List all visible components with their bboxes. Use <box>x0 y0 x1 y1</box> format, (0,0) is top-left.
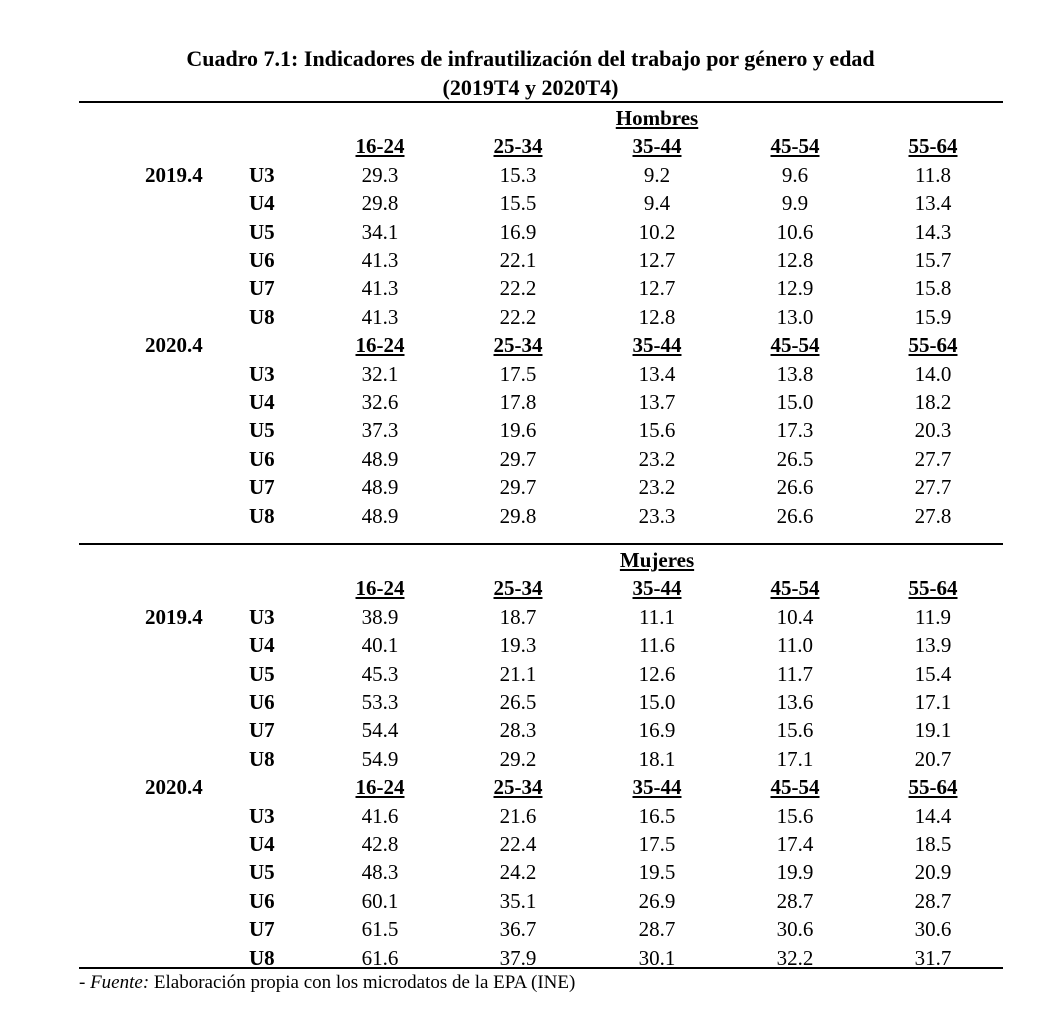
indicator-label: U7 <box>249 718 275 743</box>
table-cell: 54.9 <box>361 746 399 771</box>
indicator-label: U7 <box>249 276 275 301</box>
source-note: - Fuente: Elaboración propia con los microdatos de la EPA (INE) <box>79 972 576 993</box>
indicator-label: U7 <box>249 475 275 500</box>
table-cell: 14.0 <box>914 361 952 386</box>
table-cell: 41.6 <box>361 803 399 828</box>
table-cell: 22.2 <box>499 276 537 301</box>
age-group-header: 45-54 <box>770 775 820 800</box>
table-cell: 35.1 <box>499 888 537 913</box>
age-group-header: 16-24 <box>355 775 405 800</box>
table-cell: 21.6 <box>499 803 537 828</box>
table-cell: 15.8 <box>914 276 952 301</box>
table-cell: 15.0 <box>638 690 676 714</box>
table-cell: 32.6 <box>361 390 399 414</box>
table-cell: 26.5 <box>776 446 814 471</box>
table-cell: 34.1 <box>361 219 399 244</box>
table-cell: 11.7 <box>777 661 813 686</box>
table-cell: 48.9 <box>361 446 399 471</box>
table-cell: 19.3 <box>499 633 537 658</box>
table-cell: 15.5 <box>499 191 537 216</box>
table-cell: 48.9 <box>361 475 399 500</box>
table-cell: 16.9 <box>638 718 676 743</box>
table-cell: 17.3 <box>776 418 814 443</box>
indicator-label: U5 <box>249 860 275 885</box>
age-group-header: 35-44 <box>632 775 682 800</box>
indicator-label: U6 <box>249 888 275 913</box>
source-text: Elaboración propia con los microdatos de la EPA (INE) <box>149 972 576 993</box>
table-cell: 45.3 <box>361 661 399 686</box>
indicator-label: U3 <box>249 162 275 187</box>
table-cell: 22.2 <box>499 304 537 329</box>
table-cell: 14.3 <box>914 219 952 244</box>
table-cell: 29.7 <box>499 446 537 471</box>
table-cell: 13.4 <box>638 361 676 386</box>
table-cell: 15.4 <box>914 661 952 686</box>
table-cell: 13.4 <box>914 191 952 216</box>
table-cell: 18.5 <box>914 832 952 856</box>
indicator-label: U3 <box>249 604 275 629</box>
age-group-header: 35-44 <box>632 333 682 358</box>
age-group-header: 25-34 <box>493 333 543 358</box>
table-cell: 26.6 <box>776 475 814 500</box>
age-group-header: 55-64 <box>908 775 958 800</box>
table-cell: 16.5 <box>638 803 676 828</box>
table-cell: 17.8 <box>499 390 537 414</box>
table-cell: 17.1 <box>914 690 952 714</box>
table-cell: 18.1 <box>638 746 676 771</box>
table-cell: 21.1 <box>499 661 537 686</box>
table-cell: 42.8 <box>361 832 399 856</box>
table-cell: 15.6 <box>776 718 814 743</box>
indicator-label: U4 <box>249 191 275 216</box>
table-cell: 18.7 <box>499 604 537 629</box>
table-cell: 9.4 <box>643 191 671 216</box>
table-cell: 14.4 <box>914 803 952 828</box>
table-cell: 9.9 <box>781 191 809 216</box>
table-cell: 36.7 <box>499 917 537 942</box>
table-cell: 41.3 <box>361 276 399 301</box>
table-cell: 18.2 <box>914 390 952 414</box>
indicator-label: U8 <box>249 503 275 528</box>
table-cell: 10.2 <box>638 219 676 244</box>
table-cell: 53.3 <box>361 690 399 714</box>
table-cell: 17.5 <box>638 832 676 856</box>
table-cell: 30.6 <box>914 917 952 942</box>
table-cell: 29.3 <box>361 162 399 187</box>
table-cell: 29.2 <box>499 746 537 771</box>
table-cell: 20.9 <box>914 860 952 885</box>
indicator-label: U8 <box>249 945 275 970</box>
table-cell: 28.7 <box>638 917 676 942</box>
period-label: 2019.4 <box>145 604 203 629</box>
indicator-label: U8 <box>249 304 275 329</box>
table-cell: 28.3 <box>499 718 537 743</box>
indicator-label: U6 <box>249 690 275 714</box>
table-cell: 13.6 <box>776 690 814 714</box>
age-group-header: 35-44 <box>632 134 682 159</box>
table-cell: 61.6 <box>361 945 399 970</box>
table-cell: 12.8 <box>776 248 814 272</box>
indicator-label: U4 <box>249 832 275 856</box>
age-group-header: 55-64 <box>908 576 958 601</box>
indicator-label: U6 <box>249 446 275 471</box>
table-cell: 15.6 <box>638 418 676 443</box>
table-cell: 17.5 <box>499 361 537 386</box>
table-cell: 15.6 <box>776 803 814 828</box>
table-cell: 30.1 <box>638 945 676 970</box>
period-label: 2020.4 <box>145 333 203 358</box>
table-cell: 28.7 <box>776 888 814 913</box>
table-cell: 11.1 <box>639 604 675 629</box>
table-cell: 9.2 <box>643 162 671 187</box>
age-group-header: 55-64 <box>908 134 958 159</box>
table-cell: 12.7 <box>638 276 676 301</box>
table-cell: 27.7 <box>914 446 952 471</box>
bottom-rule <box>79 967 1003 969</box>
table-cell: 17.4 <box>776 832 814 856</box>
indicator-label: U5 <box>249 418 275 443</box>
age-group-header: 45-54 <box>770 333 820 358</box>
table-cell: 48.3 <box>361 860 399 885</box>
age-group-header: 25-34 <box>493 134 543 159</box>
age-group-header: 35-44 <box>632 576 682 601</box>
table-title: Cuadro 7.1: Indicadores de infrautilización del trabajo por género y edad <box>186 46 875 71</box>
table-cell: 26.5 <box>499 690 537 714</box>
table-cell: 19.1 <box>914 718 952 743</box>
age-group-header: 45-54 <box>770 576 820 601</box>
table-cell: 27.7 <box>914 475 952 500</box>
table-cell: 23.3 <box>638 503 676 528</box>
indicator-label: U7 <box>249 917 275 942</box>
indicator-label: U3 <box>249 803 275 828</box>
table-cell: 37.9 <box>499 945 537 970</box>
age-group-header: 25-34 <box>493 576 543 601</box>
age-group-header: 16-24 <box>355 576 405 601</box>
table-cell: 19.9 <box>776 860 814 885</box>
period-label: 2019.4 <box>145 162 203 187</box>
table-cell: 19.6 <box>499 418 537 443</box>
table-cell: 12.9 <box>776 276 814 301</box>
table-cell: 41.3 <box>361 248 399 272</box>
table-cell: 16.9 <box>499 219 537 244</box>
table-cell: 20.7 <box>914 746 952 771</box>
table-cell: 17.1 <box>776 746 814 771</box>
table-cell: 13.9 <box>914 633 952 658</box>
table-cell: 12.8 <box>638 304 676 329</box>
source-label: Fuente: <box>90 972 150 993</box>
table-cell: 11.8 <box>915 162 951 187</box>
table-cell: 23.2 <box>638 475 676 500</box>
table-cell: 9.6 <box>781 162 809 187</box>
table-cell: 13.7 <box>638 390 676 414</box>
table-cell: 24.2 <box>499 860 537 885</box>
table-cell: 28.7 <box>914 888 952 913</box>
table-cell: 54.4 <box>361 718 399 743</box>
table-cell: 61.5 <box>361 917 399 942</box>
table-cell: 15.9 <box>914 304 952 329</box>
table-subtitle: (2019T4 y 2020T4) <box>442 75 619 100</box>
table-cell: 15.7 <box>914 248 952 272</box>
table-cell: 40.1 <box>361 633 399 658</box>
table-cell: 12.6 <box>638 661 676 686</box>
section-heading-mujeres: Mujeres <box>619 548 695 572</box>
indicator-label: U3 <box>249 361 275 386</box>
section-heading-hombres: Hombres <box>615 106 699 130</box>
table-cell: 38.9 <box>361 604 399 629</box>
indicator-label: U4 <box>249 390 275 414</box>
indicator-label: U4 <box>249 633 275 658</box>
table-cell: 22.4 <box>499 832 537 856</box>
period-label: 2020.4 <box>145 775 203 800</box>
table-cell: 12.7 <box>638 248 676 272</box>
table-cell: 13.0 <box>776 304 814 329</box>
table-cell: 60.1 <box>361 888 399 913</box>
table-cell: 41.3 <box>361 304 399 329</box>
indicator-label: U6 <box>249 248 275 272</box>
table-cell: 20.3 <box>914 418 952 443</box>
table-cell: 37.3 <box>361 418 399 443</box>
table-cell: 29.8 <box>499 503 537 528</box>
indicator-label: U8 <box>249 746 275 771</box>
table-cell: 26.9 <box>638 888 676 913</box>
table-cell: 48.9 <box>361 503 399 528</box>
age-group-header: 16-24 <box>355 333 405 358</box>
table-cell: 15.3 <box>499 162 537 187</box>
table-cell: 29.7 <box>499 475 537 500</box>
table-cell: 10.6 <box>776 219 814 244</box>
age-group-header: 45-54 <box>770 134 820 159</box>
age-group-header: 55-64 <box>908 333 958 358</box>
table-cell: 11.0 <box>777 633 813 658</box>
table-cell: 23.2 <box>638 446 676 471</box>
table-cell: 10.4 <box>776 604 814 629</box>
section-divider-rule <box>79 543 1003 545</box>
table-cell: 26.6 <box>776 503 814 528</box>
table-cell: 11.6 <box>639 633 675 658</box>
indicator-label: U5 <box>249 661 275 686</box>
age-group-header: 25-34 <box>493 775 543 800</box>
table-cell: 13.8 <box>776 361 814 386</box>
table-cell: 32.1 <box>361 361 399 386</box>
age-group-header: 16-24 <box>355 134 405 159</box>
table-cell: 11.9 <box>915 604 951 629</box>
table-cell: 32.2 <box>776 945 814 970</box>
table-cell: 29.8 <box>361 191 399 216</box>
indicator-label: U5 <box>249 219 275 244</box>
table-cell: 31.7 <box>914 945 952 970</box>
table-cell: 19.5 <box>638 860 676 885</box>
table-cell: 22.1 <box>499 248 537 272</box>
table-cell: 27.8 <box>914 503 952 528</box>
table-cell: 15.0 <box>776 390 814 414</box>
table-cell: 30.6 <box>776 917 814 942</box>
top-rule <box>79 101 1003 103</box>
